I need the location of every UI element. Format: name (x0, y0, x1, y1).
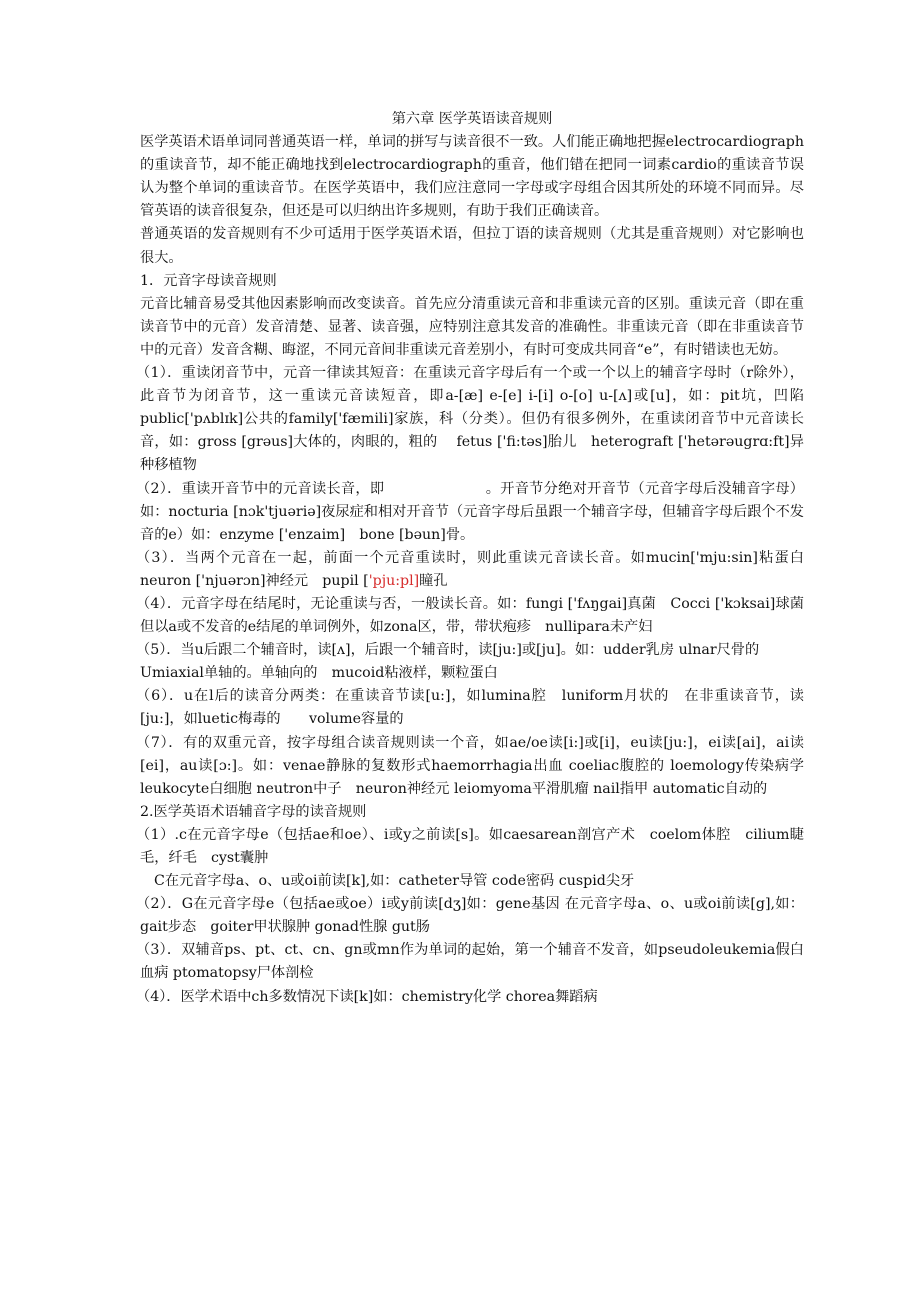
vowel-rule-4: （4）．元音字母在结尾时，无论重读与否，一般读长音。如：fungi ['fʌŋgai]真菌 Cocci ['kɔksai]球菌 但以a或不发音的e结尾的单词例外，如zona区，带，带状疱疹 nullipara未产妇 (136, 595, 819, 636)
vowel-rule-5: （5）．当u后跟二个辅音时，读[ʌ]，后跟一个辅音时，读[ju:]或[ju]。如：udder乳房 ulnar尺骨的 (136, 642, 760, 659)
consonant-rule-1: （1）.c在元音字母e（包括ae和oe）、i或y之前读[s]。如caesarean剖宫产术 coelom体腔 cilium睫毛，纤毛 cyst囊肿 (136, 826, 804, 866)
vowel-rule-3-text: （3）．当两个元音在一起，前面一个元音重读时，则此重读元音读长音。如mucin['mju:sin]粘蛋白 neuron ['njuərɔn]神经元 pupil [ (136, 549, 819, 589)
section2-heading: 2.医学英语术语辅音字母的读音规则 (140, 803, 367, 820)
section1-heading: 1．元音字母读音规则 (140, 272, 277, 289)
vowel-rule-2: （2）．重读开音节中的元音读长音，即 。开音节分绝对开音节（元音字母后没辅音字母）如：nocturia [nɔk'tjuəriə]夜尿症和相对开音节（元音字母后虽跟一个辅音字母，但辅音字母后跟个不发音的e）如：enzyme ['enzaim] bone [bəun]骨。 (136, 480, 804, 543)
section1-intro: 元音比辅音易受其他因素影响而改变读音。首先应分清重读元音和非重读元音的区别。重读元音（即在重读音节中的元音）发音清楚、显著、读音强，应特别注意其发音的准确性。非重读元音（即在非重读音节中的元音）发音含糊、晦涩，不同元音间非重读元音差别小，有时可变成共同音“e”，有时错读也无妨。 (140, 295, 804, 358)
vowel-rule-6: （6）．u在l后的读音分两类：在重读音节读[u:]，如lumina腔 luniform月状的 在非重读音节，读[ju:]，如luetic梅毒的 volume容量的 (136, 688, 804, 728)
consonant-rule-1b: C在元音字母a、o、u或oi前读[k],如：catheter导管 code密码 cuspid尖牙 (154, 873, 635, 890)
pupil-pronunciation: 'pju:pl] (368, 572, 420, 589)
consonant-rule-3: （3）．双辅音ps、pt、ct、cn、gn或mn作为单词的起始，第一个辅音不发音，如pseudoleukemia假白血病 ptomatopsy尸体剖检 (136, 942, 804, 982)
vowel-rule-3 (136, 547, 819, 593)
vowel-rule-5-continued: Umiaxial单轴的。单轴向的 mucoid粘液样，颗粒蛋白 (140, 665, 498, 682)
chapter-title: 第六章 医学英语读音规则 (391, 111, 553, 127)
vowel-rule-7: （7）．有的双重元音，按字母组合读音规则读一个音，如ae/oe读[i:]或[i]，eu读[ju:]，ei读[ai]，ai读[ei]，au读[ɔ:]。如：venae静脉的复数形式haemorrhagia出血 coeliac腹腔的 loemology传染病学leukocyte白细胞 neutron中子 neuron神经元 leiomyoma平滑肌瘤 nail指甲 automatic自动的 (136, 734, 804, 797)
consonant-rule-4: （4）．医学术语中ch多数情况下读[k]如：chemistry化学 chorea舞蹈病 (136, 988, 598, 1005)
vowel-rule-3-end: 瞳孔 (419, 572, 448, 589)
intro-paragraph-1: 医学英语术语单词同普通英语一样，单词的拼写与读音很不一致。人们能正确地把握electrocardiograph的重读音节，却不能正确地找到electrocardiograph的重音，他们错在把同一词素cardio的重读音节误认为整个单词的重读音节。在医学英语中，我们应注意同一字母或字母组合因其所处的环境不同而异。尽管英语的读音很复杂，但还是可以归纳出许多规则，有助于我们正确读音。 (140, 134, 804, 220)
document-page (136, 108, 819, 1009)
consonant-rule-2: （2）．G在元音字母e（包括ae或oe）i或y前读[dʒ]如：gene基因 在元音字母a、o、u或oi前读[g],如：gait步态 goiter甲状腺肿 gonad性腺 gut肠 (136, 896, 804, 936)
intro-paragraph-2: 普通英语的发音规则有不少可适用于医学英语术语，但拉丁语的读音规则（尤其是重音规则）对它影响也很大。 (140, 226, 804, 266)
vowel-rule-1: （1）．重读闭音节中，元音一律读其短音：在重读元音字母后有一个或一个以上的辅音字母时（r除外），此音节为闭音节，这一重读元音读短音，即a-[æ] e-[e] i-[i] o-[o] u-[ʌ]或[u]，如：pit坑，凹陷public['pʌblɪk]公共的family['fæmili]家族，科（分类）。但仍有很多例外，在重读闭音节中元音读长音，如：gross [grəus]大体的，肉眼的，粗的 fetus ['fi:təs]胎儿 heterograft ['hetərəugrɑ:ft]异种移植物 (136, 365, 804, 474)
